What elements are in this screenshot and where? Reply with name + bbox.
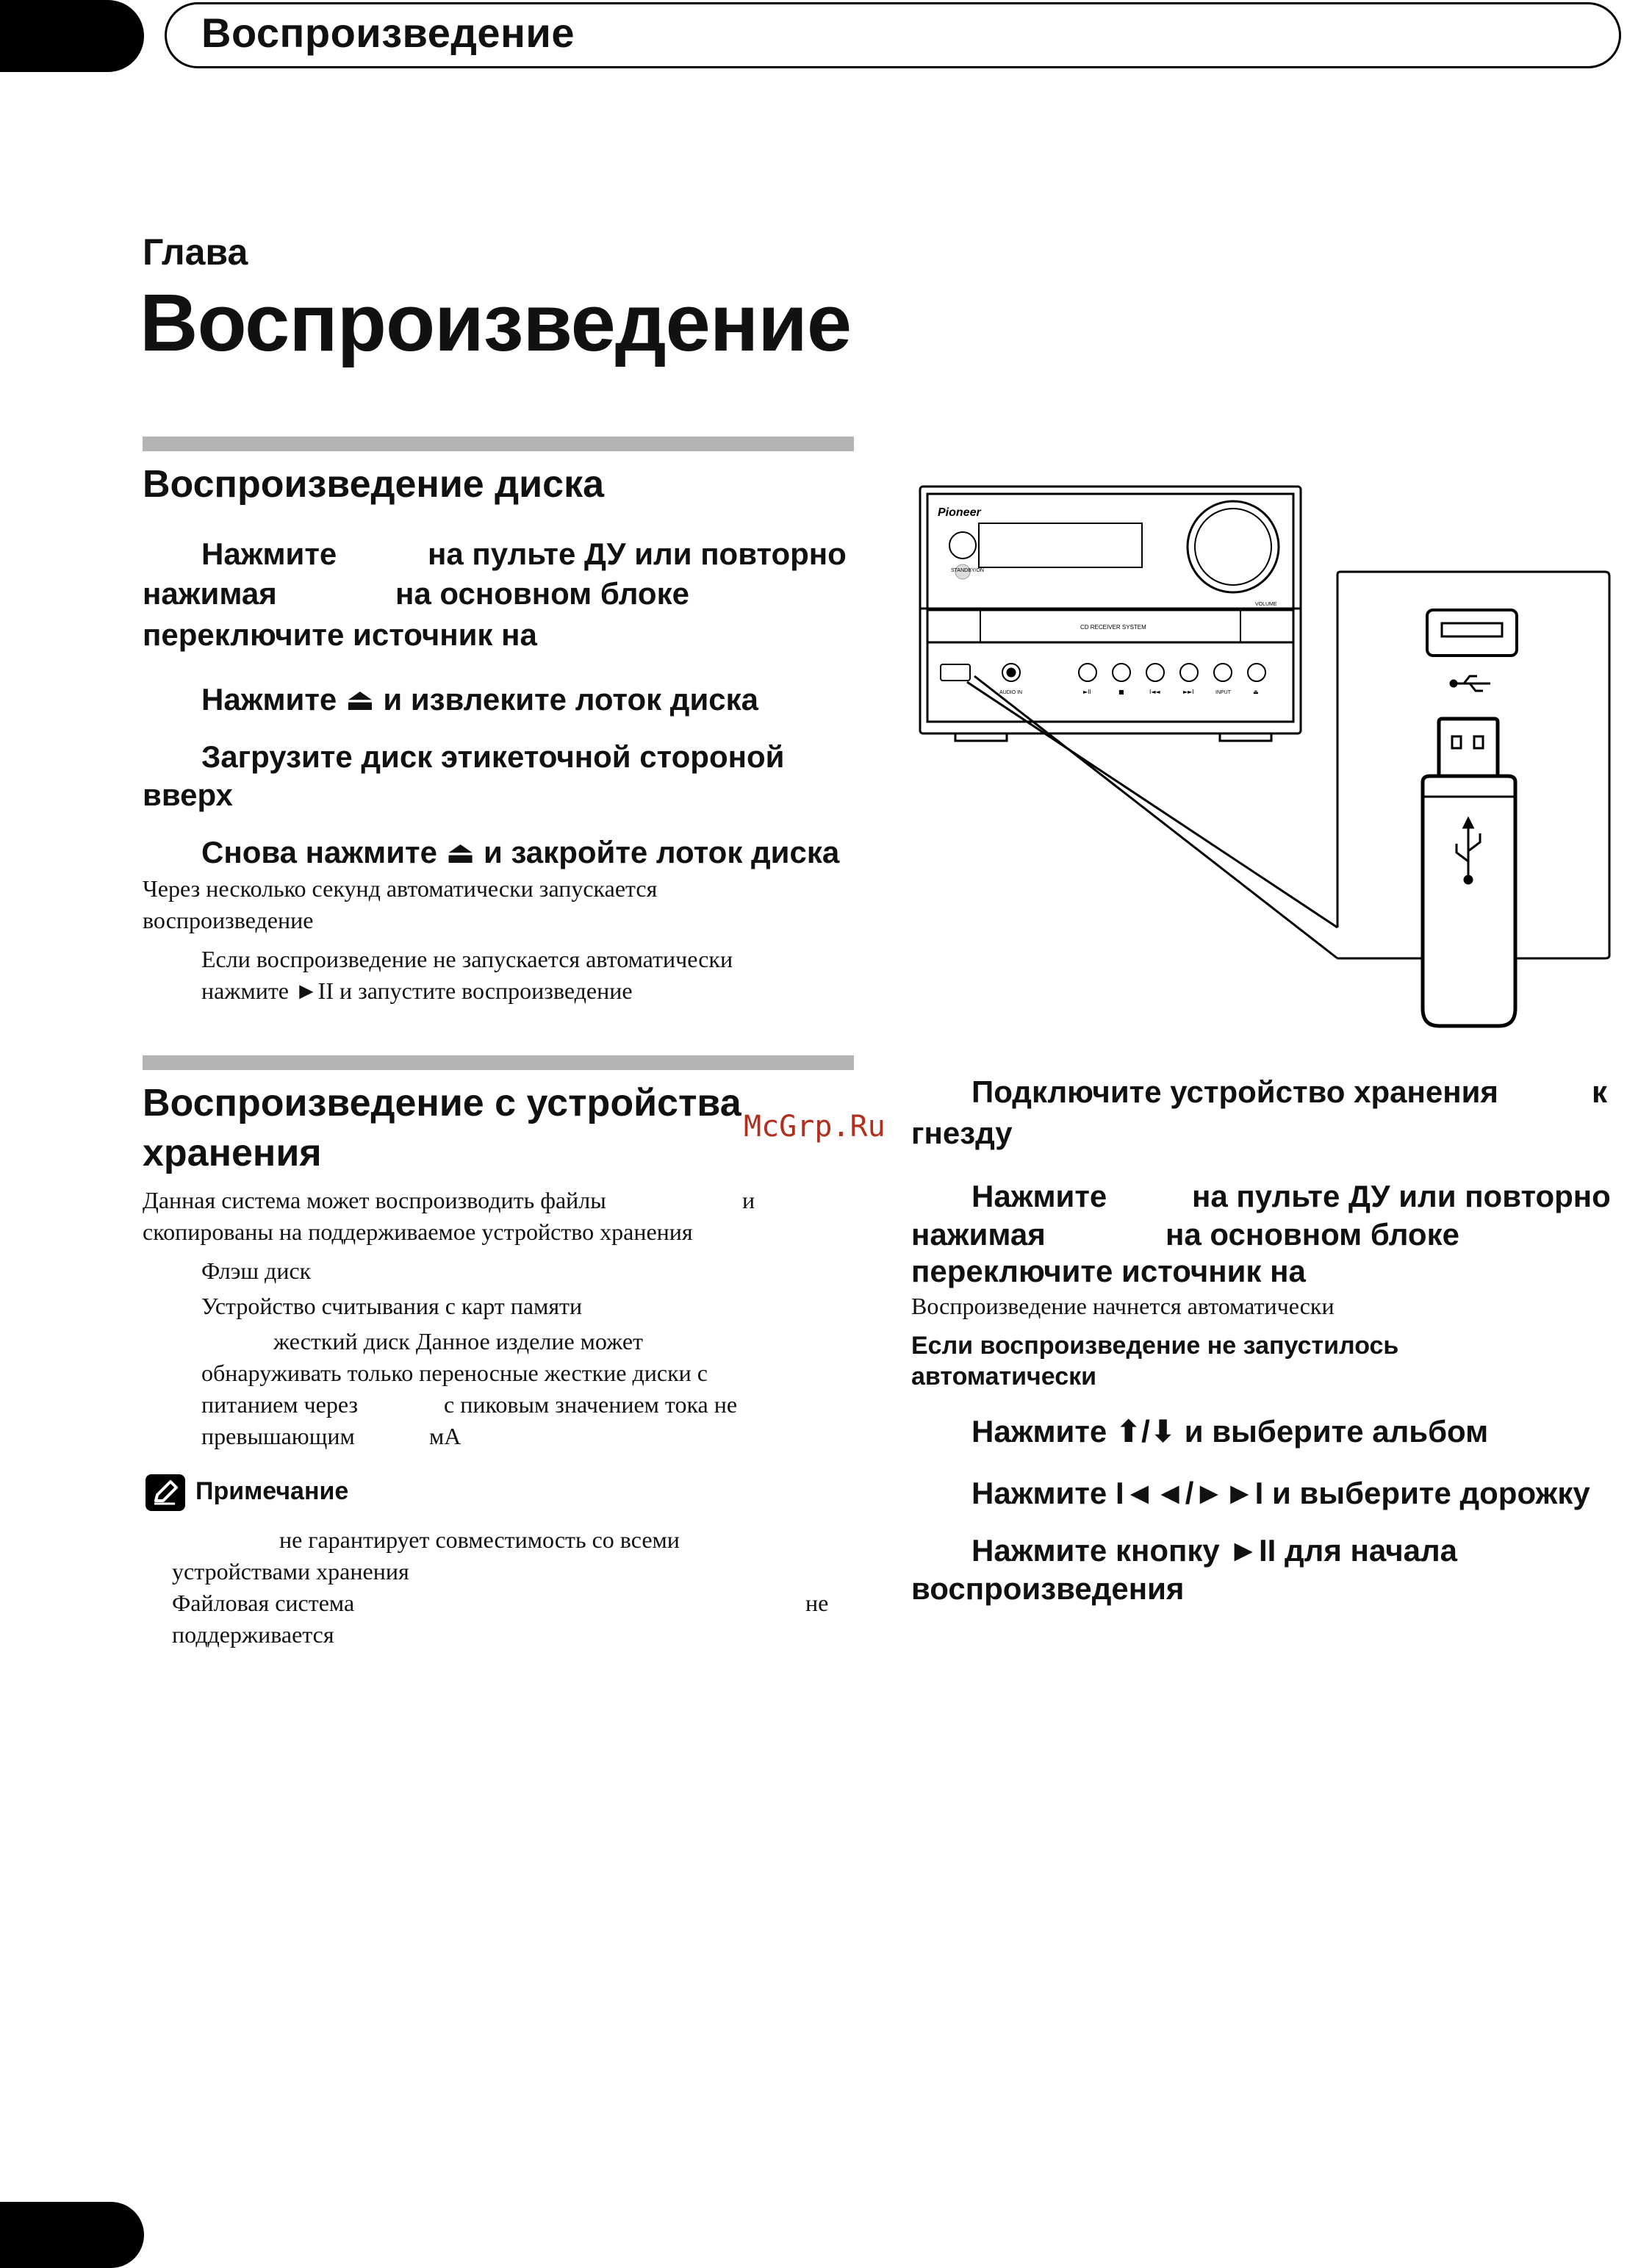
disc-step1-b: на пульте ДУ или повторно bbox=[428, 537, 847, 571]
storage-intro-c: скопированы на поддерживаемое устройство хранения bbox=[143, 1219, 693, 1245]
watermark: McGrp.Ru bbox=[744, 1110, 886, 1144]
disc-body2-a: Если воспроизведение не запускается автоматически bbox=[201, 946, 733, 972]
disc-step4-b: и закройте лоток диска bbox=[484, 835, 840, 869]
disc-step4 bbox=[201, 833, 839, 872]
btn-label: ⏏ bbox=[1253, 689, 1259, 695]
disc-step3-a: Загрузите диск этикеточной стороной bbox=[201, 739, 785, 774]
section-rule bbox=[143, 437, 854, 451]
page-tab bbox=[0, 0, 144, 72]
audio-in-label: AUDIO IN bbox=[999, 690, 1023, 695]
right-note-a: Если воспроизведение не запустилось bbox=[911, 1332, 1399, 1360]
header-title: Воспроизведение bbox=[201, 10, 575, 56]
usb-symbol-icon bbox=[1451, 676, 1490, 691]
eject-icon: ⏏ bbox=[445, 835, 475, 869]
list-item: обнаруживать только переносные жесткие диски с bbox=[201, 1360, 708, 1386]
list-item: питанием через bbox=[201, 1391, 359, 1418]
play-pause-icon: ►II bbox=[1228, 1533, 1276, 1568]
disc-step2-a: Нажмите bbox=[201, 682, 337, 717]
right-step2-d: на основном блоке bbox=[1166, 1217, 1459, 1252]
eject-icon: ⏏ bbox=[345, 682, 375, 717]
storage-intro-b: и bbox=[742, 1187, 755, 1213]
note-pencil-icon bbox=[146, 1474, 185, 1511]
section-title-storage-b: хранения bbox=[143, 1132, 322, 1174]
btn-label: ►►I bbox=[1183, 689, 1194, 695]
note-text-b: устройствами хранения bbox=[172, 1558, 409, 1585]
right-step4-b: и выберите дорожку bbox=[1271, 1476, 1590, 1510]
disc-step3-b: вверх bbox=[143, 778, 233, 812]
disc-body1-b: воспроизведение bbox=[143, 907, 314, 933]
right-note-b: автоматически bbox=[911, 1363, 1097, 1390]
chapter-label: Глава bbox=[143, 232, 248, 273]
right-step5-a: Нажмите кнопку bbox=[971, 1533, 1220, 1568]
up-down-icon: ⬆/⬇ bbox=[1115, 1414, 1177, 1449]
right-step3-b: и выберите альбом bbox=[1184, 1414, 1489, 1449]
disc-step1-a: Нажмите bbox=[201, 537, 337, 571]
right-step4-a: Нажмите bbox=[971, 1476, 1107, 1510]
system-label: CD RECEIVER SYSTEM bbox=[1080, 624, 1146, 631]
list-item: превышающим bbox=[201, 1423, 355, 1449]
standby-label: STANDBY/ON bbox=[951, 568, 984, 573]
right-step4 bbox=[971, 1474, 1590, 1512]
right-step5-c: воспроизведения bbox=[911, 1571, 1185, 1606]
storage-intro-a: Данная система может воспроизводить файлы bbox=[143, 1187, 606, 1213]
device-usb-illustration bbox=[911, 479, 1620, 1038]
disc-step1-d: на основном блоке bbox=[395, 576, 689, 611]
btn-label: ►II bbox=[1083, 689, 1091, 695]
disc-body2-b: нажмите ►II и запустите воспроизведение bbox=[201, 977, 633, 1004]
list-item: с пиковым значением тока не bbox=[444, 1391, 738, 1418]
usb-port bbox=[1427, 610, 1517, 656]
disc-step1-e: переключите источник на bbox=[143, 617, 537, 652]
right-step1-a: Подключите устройство хранения bbox=[971, 1074, 1498, 1109]
right-step2-c: нажимая bbox=[911, 1217, 1046, 1252]
note-text-d: не bbox=[805, 1590, 829, 1616]
section-rule bbox=[143, 1055, 854, 1070]
right-step5 bbox=[971, 1532, 1457, 1570]
list-item: жесткий диск Данное изделие может bbox=[273, 1328, 643, 1354]
right-step3-a: Нажмите bbox=[971, 1414, 1107, 1449]
right-step1-b: к bbox=[1592, 1074, 1608, 1109]
brand-logo: Pioneer bbox=[938, 506, 981, 519]
volume-label: VOLUME bbox=[1255, 602, 1277, 607]
right-step1-c: гнезду bbox=[911, 1116, 1013, 1150]
skip-icon: I◄◄/►►I bbox=[1115, 1476, 1264, 1510]
page-title: Воспроизведение bbox=[140, 278, 852, 368]
btn-label: ■ bbox=[1118, 689, 1124, 695]
list-item: Устройство считывания с карт памяти bbox=[201, 1293, 583, 1319]
list-item: Флэш диск bbox=[201, 1257, 312, 1284]
btn-label: INPUT bbox=[1215, 690, 1231, 695]
btn-label: I◄◄ bbox=[1149, 689, 1160, 695]
section-title-storage-a: Воспроизведение с устройства bbox=[143, 1082, 741, 1124]
page-number-tab bbox=[0, 2202, 144, 2268]
disc-step2 bbox=[201, 681, 758, 719]
disc-step1-c: нажимая bbox=[143, 576, 277, 611]
receiver-unit bbox=[920, 487, 1301, 741]
disc-body1-a: Через несколько секунд автоматически запускается bbox=[143, 875, 658, 902]
right-step2-a: Нажмите bbox=[971, 1179, 1107, 1213]
note-text-a: не гарантирует совместимость со всеми bbox=[279, 1526, 680, 1553]
disc-step2-b: и извлеките лоток диска bbox=[383, 682, 759, 717]
list-item: мА bbox=[429, 1423, 461, 1449]
note-text-c: Файловая система bbox=[172, 1590, 355, 1616]
right-step2-e: переключите источник на bbox=[911, 1254, 1306, 1288]
right-step3 bbox=[971, 1413, 1488, 1451]
right-body1: Воспроизведение начнется автоматически bbox=[911, 1293, 1335, 1319]
section-title-disc: Воспроизведение диска bbox=[143, 463, 605, 506]
note-text-e: поддерживается bbox=[172, 1621, 334, 1648]
disc-step4-a: Снова нажмите bbox=[201, 835, 437, 869]
right-step2-b: на пульте ДУ или повторно bbox=[1192, 1179, 1611, 1213]
right-step5-b: для начала bbox=[1285, 1533, 1457, 1568]
note-title: Примечание bbox=[195, 1477, 349, 1505]
